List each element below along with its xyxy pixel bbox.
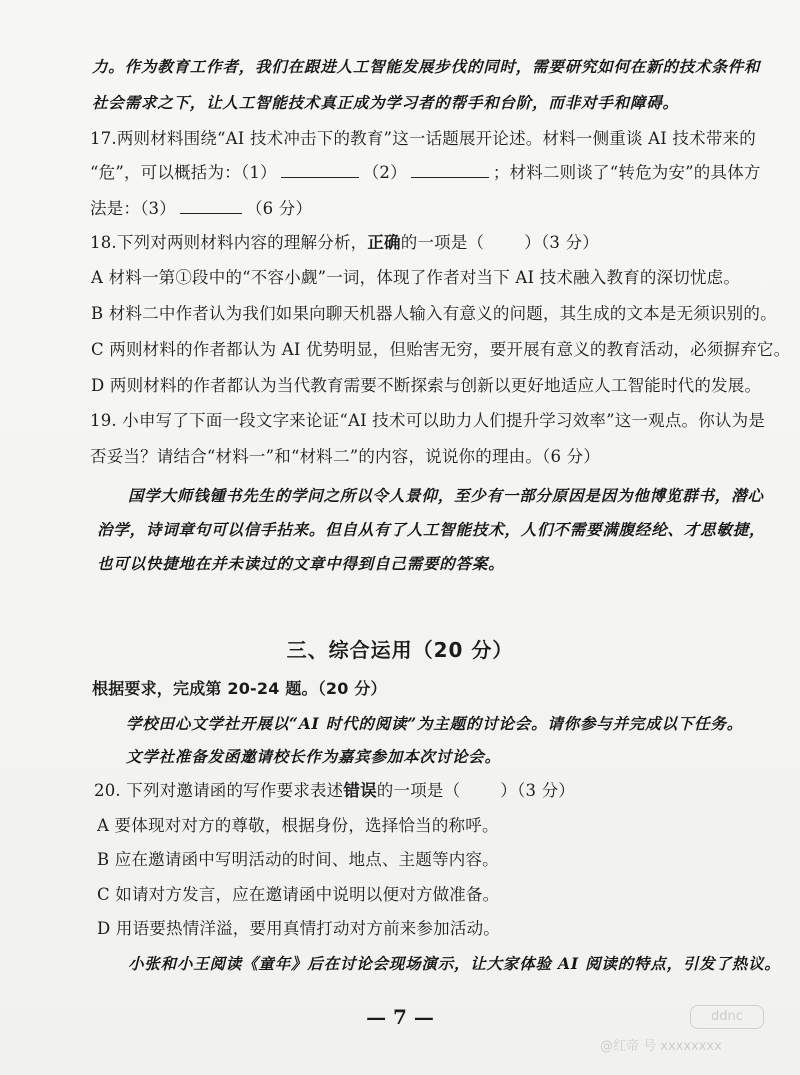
q20-option-c: C 如请对方发言，应在邀请函中说明以便对方做准备。 xyxy=(97,885,500,904)
q19-quote-line-1: 国学大师钱锺书先生的学问之所以令人景仰，至少有一部分原因是因为他博览群书，潜心 xyxy=(128,486,764,505)
q20-stem-a: 20. 下列对邀请函的写作要求表述 xyxy=(94,781,344,800)
q20-stem xyxy=(94,780,575,802)
q17-line-2-a: “危”，可以概括为：（1） xyxy=(90,163,277,182)
q20-option-a: A 要体现对对方的尊敬，根据身份，选择恰当的称呼。 xyxy=(97,816,499,835)
q17-line-3-a: 法是：（3） xyxy=(90,199,176,218)
q20-stem-c: 的一项是（ xyxy=(376,781,461,800)
q17-answer-blank-1 xyxy=(281,163,359,178)
page-number: — 7 — xyxy=(366,1005,434,1029)
q19-quote-line-2: 治学，诗词章句可以信手拈来。但自从有了人工智能技术，人们不需要满腹经纶、才思敏捷， xyxy=(97,520,766,539)
q18-stem-a: 18.下列对两则材料内容的理解分析， xyxy=(90,233,368,252)
q17-answer-blank-3 xyxy=(180,199,242,214)
q19-line-1: 19. 小申写了下面一段文字来论证“AI 技术可以助力人们提升学习效率”这一观点。你认为是 xyxy=(90,411,766,430)
q18-stem xyxy=(90,232,599,254)
q17-line-3-b: （6 分） xyxy=(245,199,313,218)
q18-stem-emphasis: 正确 xyxy=(367,233,401,252)
q17-answer-blank-2 xyxy=(411,163,489,178)
q18-option-c: C 两则材料的作者都认为 AI 优势明显，但贻害无穷，要开展有意义的教育活动，必须摒弃它。 xyxy=(91,340,791,359)
q18-option-b: B 材料二中作者认为我们如果向聊天机器人输入有意义的问题，其生成的文本是无须识别的。 xyxy=(91,304,777,323)
watermark-badge: ddnc xyxy=(690,1005,764,1029)
section-3-context-1: 学校田心文学社开展以“AI 时代的阅读”为主题的讨论会。请你参与并完成以下任务。 xyxy=(126,714,744,733)
q17-line-3 xyxy=(90,198,312,220)
q18-stem-d: ）（3 分） xyxy=(524,233,599,252)
q19-line-2: 否妥当？请结合“材料一”和“材料二”的内容，说说你的理由。（6 分） xyxy=(90,447,601,466)
q20-option-d: D 用语要热情洋溢，要用真情打动对方前来参加活动。 xyxy=(97,919,500,938)
q18-option-d: D 两则材料的作者都认为当代教育需要不断探索与创新以更好地适应人工智能时代的发展。 xyxy=(91,376,762,395)
q20-stem-d: ）（3 分） xyxy=(500,781,575,800)
watermark-text: @红帝 号 xxxxxxxx xyxy=(600,1039,722,1054)
q20-option-b: B 应在邀请函中写明活动的时间、地点、主题等内容。 xyxy=(97,850,499,869)
closing-line: 小张和小王阅读《童年》后在讨论会现场演示，让大家体验 AI 阅读的特点，引发了热议。 xyxy=(128,954,781,973)
passage-line-1: 力。作为教育工作者，我们在跟进人工智能发展步伐的同时，需要研究如何在新的技术条件和 xyxy=(92,57,761,76)
section-3-context-2: 文学社准备发函邀请校长作为嘉宾参加本次讨论会。 xyxy=(126,747,501,766)
q17-line-2-b: （2） xyxy=(362,163,407,182)
q17-line-2 xyxy=(90,162,761,184)
q20-stem-emphasis: 错误 xyxy=(343,781,377,800)
section-3-instruction: 根据要求，完成第 20-24 题。（20 分） xyxy=(92,679,387,698)
q18-option-a: A 材料一第①段中的“不容小觑”一词，体现了作者对当下 AI 技术融入教育的深切忧虑。 xyxy=(91,268,741,287)
q19-quote-line-3: 也可以快捷地在并未读过的文章中得到自己需要的答案。 xyxy=(97,554,505,573)
q17-line-1: 17.两则材料围绕“AI 技术冲击下的教育”这一话题展开论述。材料一侧重谈 AI 技术带来的 xyxy=(90,129,756,148)
q18-stem-c: 的一项是（ xyxy=(400,233,485,252)
passage-line-2: 社会需求之下，让人工智能技术真正成为学习者的帮手和台阶，而非对手和障碍。 xyxy=(92,93,679,112)
q17-line-2-c: ；材料二则谈了“转危为安”的具体方 xyxy=(492,163,761,182)
section-3-title: 三、综合运用（20 分） xyxy=(286,638,514,662)
